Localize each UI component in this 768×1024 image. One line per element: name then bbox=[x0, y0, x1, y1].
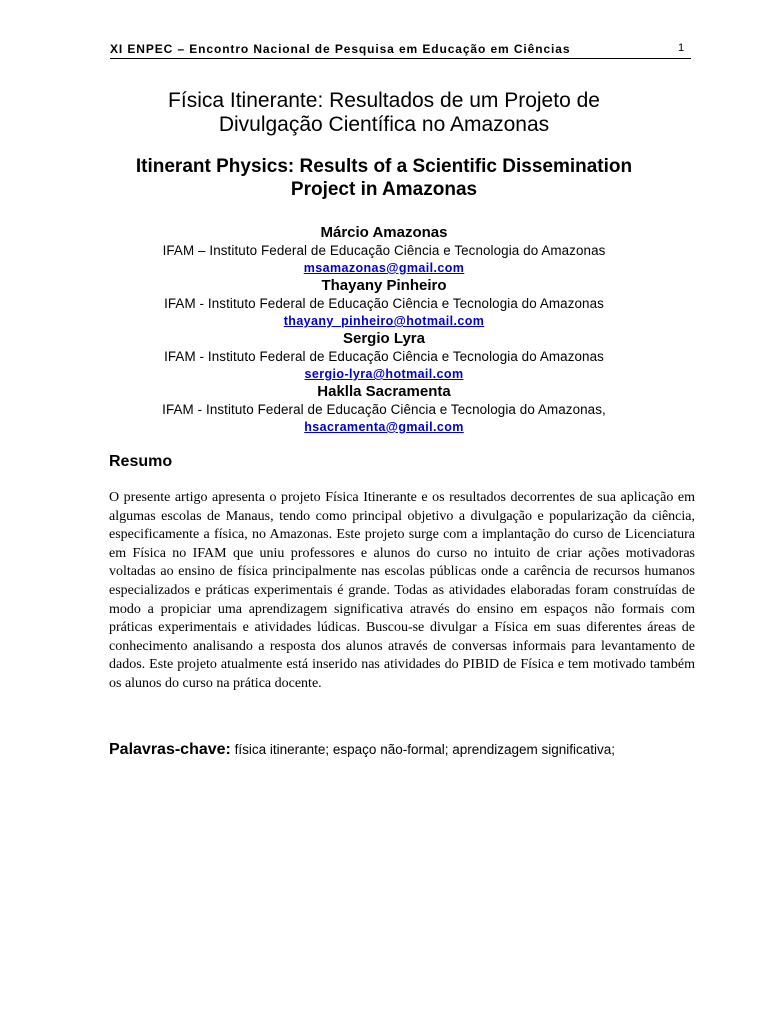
keywords-colon: : bbox=[225, 741, 231, 758]
keywords-label: Palavras-chave bbox=[109, 741, 226, 758]
title-en-line-2: Project in Amazonas bbox=[290, 179, 478, 200]
author-email-link[interactable]: thayany_pinheiro@hotmail.com bbox=[283, 314, 485, 328]
author-affiliation: IFAM - Instituto Federal de Educação Ciência e Tecnologia do Amazonas, bbox=[162, 402, 606, 417]
conference-name: XI ENPEC – Encontro Nacional de Pesquisa em Educação em Ciências bbox=[110, 42, 571, 56]
author-name: Thayany Pinheiro bbox=[321, 277, 447, 294]
abstract-text: O presente artigo apresenta o projeto Física Itinerante e os resultados decorrentes de sua aplicação em algumas escolas de Manaus, tendo como principal objetivo a divulgação e popularização da ciência, especificamente a física, no Amazonas. Este projeto surge com a implantação do curso de Licenciatura em Física no IFAM que uniu professores e alunos do curso no intuito de criar ações motivadoras voltadas ao ensino de física principalmente nas escolas públicas onde a carência de recursos humanos especializados e práticas experimentais é grande. Todas as atividades elaboradas foram construídas de modo a propiciar uma aprendizagem significativa através do ensino em espaços não formais com práticas experimentais e atividades lúdicas. Buscou-se divulgar a Física em suas diferentes áreas de conhecimento analisando a resposta dos alunos através de conversas informais para levantamento de dados. Este projeto atualmente está inserido nas atividades do PIBID de Física e tem motivado também os alunos do curso na prática docente. bbox=[109, 490, 695, 691]
author-block bbox=[0, 382, 768, 435]
keywords-text: física itinerante; espaço não-formal; aprendizagem significativa; bbox=[230, 742, 616, 757]
running-header bbox=[110, 40, 691, 59]
author-block bbox=[0, 276, 768, 329]
author-affiliation: IFAM – Instituto Federal de Educação Ciência e Tecnologia do Amazonas bbox=[162, 243, 606, 258]
author-email-link[interactable]: hsacramenta@gmail.com bbox=[304, 420, 464, 434]
title-english bbox=[0, 155, 768, 201]
title-pt-line-1: Física Itinerante: Resultados de um Projeto de bbox=[168, 89, 600, 112]
author-name: Sergio Lyra bbox=[343, 330, 425, 347]
title-en-line-1: Itinerant Physics: Results of a Scientific Dissemination bbox=[135, 156, 633, 177]
author-email-link[interactable]: msamazonas@gmail.com bbox=[303, 261, 465, 275]
author-name: Márcio Amazonas bbox=[320, 224, 448, 241]
author-block bbox=[0, 223, 768, 276]
author-affiliation: IFAM - Instituto Federal de Educação Ciência e Tecnologia do Amazonas bbox=[164, 296, 604, 311]
author-name: Haklla Sacramenta bbox=[317, 383, 451, 400]
title-portuguese bbox=[0, 89, 768, 137]
author-list bbox=[0, 223, 768, 435]
author-affiliation: IFAM - Instituto Federal de Educação Ciência e Tecnologia do Amazonas bbox=[164, 349, 604, 364]
keywords-line bbox=[109, 741, 709, 759]
abstract-heading: Resumo bbox=[109, 453, 173, 470]
page-number: 1 bbox=[677, 42, 685, 54]
title-pt-line-2: Divulgação Científica no Amazonas bbox=[218, 113, 550, 136]
author-block bbox=[0, 329, 768, 382]
author-email-link[interactable]: sergio-lyra@hotmail.com bbox=[304, 367, 464, 381]
